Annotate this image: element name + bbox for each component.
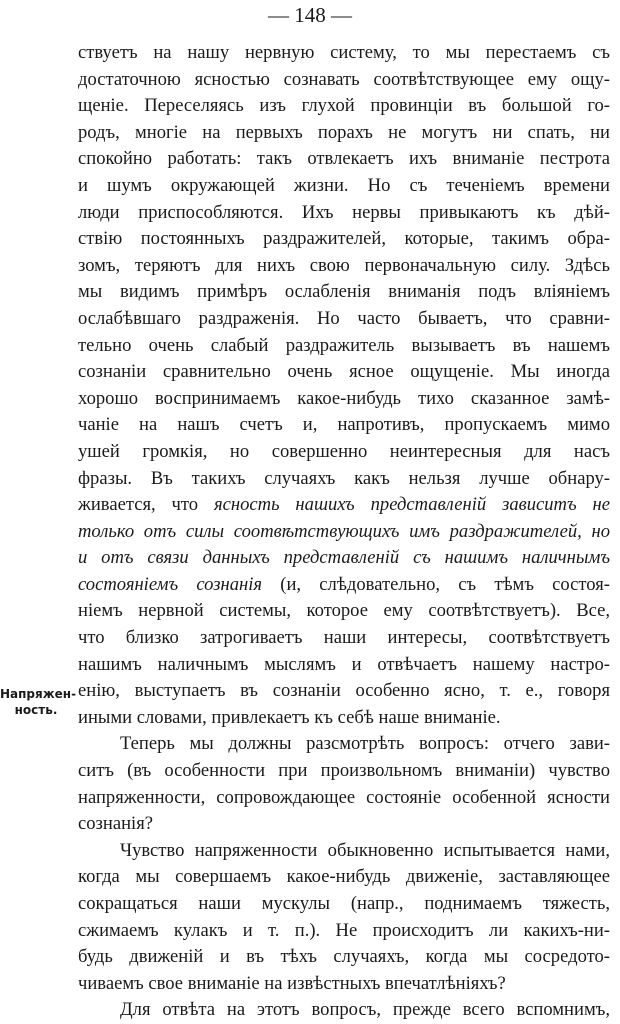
text-line: достаточною ясностью сознавать соотвѣтствующее ему ощу-: [78, 68, 610, 90]
text-line: енію, выступаетъ въ сознаніи особенно ясно, т. е., говоря: [78, 680, 610, 702]
text-line: сжимаемъ кулакъ и т. п.). Не происходитъ ли какихъ-ни-: [78, 919, 610, 941]
text-line: сокращаться наши мускулы (напр., поднимаемъ тяжесть,: [78, 893, 610, 914]
text-line: нашимъ наличнымъ мыслямъ и отвѣчаетъ нашему настро-: [78, 653, 610, 675]
body-text: [78, 40, 610, 1024]
text-line: чиваемъ свое вниманіе на извѣстныхъ впечатлѣніяхъ?: [78, 972, 506, 994]
text-line: ніемъ нервной системы, которое ему соотвѣтствуетъ). Все,: [78, 600, 610, 622]
text-line: иными словами, привлекаетъ къ себѣ наше вниманіе.: [78, 706, 501, 728]
page-number: — 148 —: [268, 3, 352, 27]
text-line: и шумъ окружающей жизни. Но съ теченіемъ времени: [78, 174, 610, 196]
paragraph-start: Чувство напряженности обыкновенно испытывается нами,: [120, 839, 610, 861]
text-line: мы видимъ примѣръ ослабленія вниманія подъ вліяніемъ: [78, 281, 610, 303]
text-line: фразы. Въ такихъ случаяхъ какъ нельзя лучше обнару-: [78, 467, 610, 489]
text-line: ушей громкія, но совершенно неинтересныя для насъ: [78, 440, 610, 462]
text-line: щеніе. Переселяясь изъ глухой провинціи въ большой го-: [78, 95, 610, 117]
text-line: ствію постоянныхъ раздражителей, которые, такимъ обра-: [78, 228, 610, 250]
text-line: ствуетъ на нашу нервную систему, то мы перестаемъ съ: [78, 42, 610, 63]
text-line-italic: состояніемъ сознанія (и, слѣдовательно, съ тѣмъ состоя-: [78, 573, 610, 595]
text-line: чаніе на нашъ счетъ и, напротивъ, пропускаемъ мимо: [78, 414, 610, 436]
text-line: ситъ (въ особенности при произвольномъ вниманіи) чувство: [78, 760, 610, 782]
text-line: что близко затрогиваетъ наши интересы, соотвѣтствуетъ: [78, 627, 610, 649]
text-line-italic: живается, что ясность нашихъ представленій зависитъ не: [78, 494, 610, 516]
text-line: зомъ, теряютъ для нихъ свою первоначальную силу. Здѣсь: [78, 254, 610, 276]
text-line-italic: только отъ силы соотвѣтствующихъ имъ раздражителей, но: [78, 520, 610, 542]
text-line: спокойно работать: такъ отвлекаетъ ихъ вниманіе пестрота: [78, 148, 610, 170]
text-line: напряженности, сопровождающее состояніе особенной ясности: [78, 786, 610, 808]
text-line: родъ, многіе на первыхъ порахъ не могутъ ни спать, ни: [78, 121, 610, 143]
text-line: сознаніи сравнительно очень ясное ощущеніе. Мы иногда: [78, 361, 610, 383]
text-line: люди приспособляются. Ихъ нервы привыкаютъ къ дѣй-: [78, 201, 610, 223]
paragraph-start: Теперь мы должны разсмотрѣть вопросъ: отчего зави-: [120, 733, 610, 755]
text-line: ослабѣвшаго раздраженія. Но часто бываетъ, что сравни-: [78, 307, 610, 329]
text-line: будь движеній и въ тѣхъ случаяхъ, когда мы сосредото-: [78, 946, 610, 968]
margin-note: [0, 686, 77, 718]
margin-note-line-1: Напряжен-: [0, 687, 77, 701]
text-line: хорошо воспринимаемъ какое-нибудь тихо сказанное замѣ-: [78, 387, 610, 409]
text-line: тельно очень слабый раздражитель вызываетъ въ нашемъ: [78, 334, 610, 356]
text-line: сознанія?: [78, 813, 154, 835]
paragraph-start: Для отвѣта на этотъ вопросъ, прежде всего вспомнимъ,: [120, 999, 610, 1021]
margin-note-line-2: ность.: [14, 703, 58, 717]
text-line-italic: и отъ связи данныхъ представленій съ нашимъ наличнымъ: [78, 547, 610, 569]
text-line: когда мы совершаемъ какое-нибудь движеніе, заставляющее: [78, 866, 610, 888]
